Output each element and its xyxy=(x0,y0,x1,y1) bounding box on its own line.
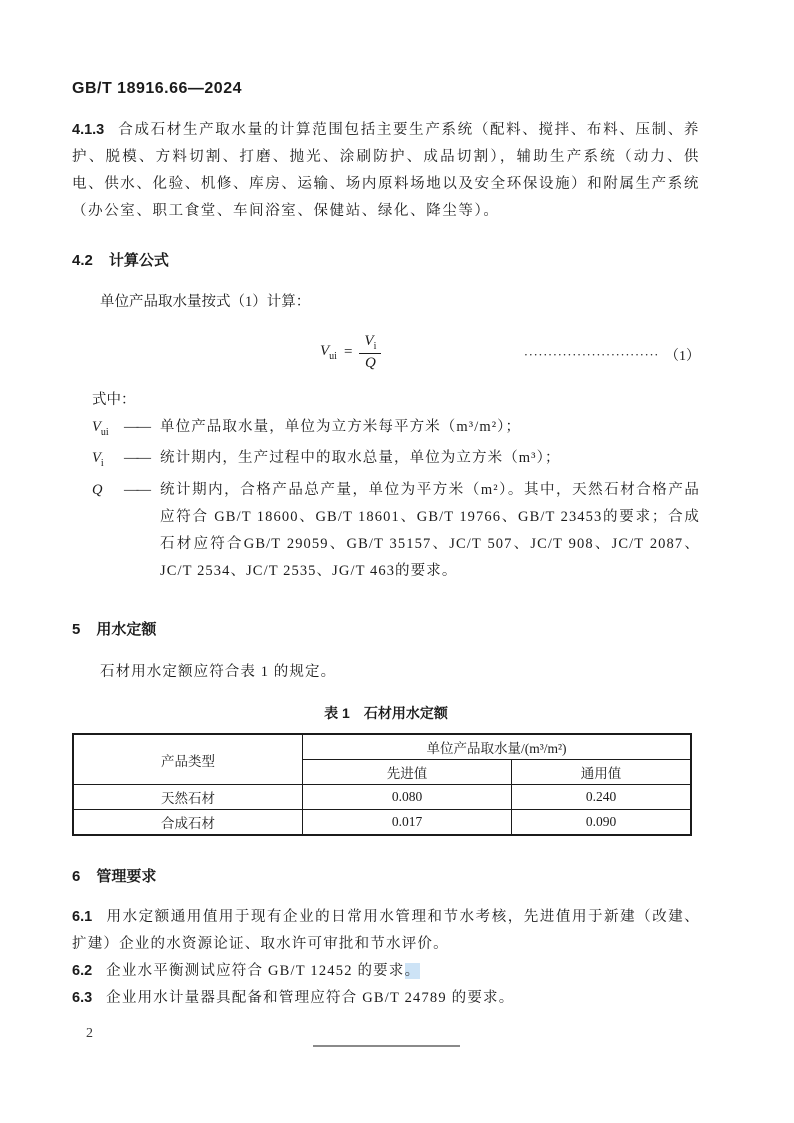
term-definition: 统计期内，生产过程中的取水总量，单位为立方米（m³）； xyxy=(160,450,561,467)
term-vi xyxy=(92,445,700,477)
term-dash: —— xyxy=(124,482,149,499)
clause-text: 企业水平衡测试应符合 GB/T 12452 的要求 xyxy=(106,963,405,980)
fraction-numerator: $V_i$ xyxy=(359,333,381,354)
term-symbol: $V_i$ xyxy=(92,450,104,470)
equation-1-row xyxy=(72,331,700,383)
cell-advanced-value: 0.017 xyxy=(303,810,512,836)
col-header-general: 通用值 xyxy=(512,760,692,785)
heading-number: 6 xyxy=(72,868,81,886)
term-dash: —— xyxy=(124,418,149,435)
table-row xyxy=(73,810,691,836)
paragraph-4-1-3 xyxy=(72,117,700,225)
col-header-advanced: 先进值 xyxy=(303,760,512,785)
clause-text: 企业用水计量器具配备和管理应符合 GB/T 24789 的要求。 xyxy=(106,990,515,1007)
standard-number-header: GB/T 18916.66—2024 xyxy=(72,80,242,97)
cell-general-value: 0.240 xyxy=(512,785,692,810)
heading-title: 用水定额 xyxy=(96,621,157,639)
end-of-text-divider xyxy=(313,1045,460,1047)
col-header-product-type: 产品类型 xyxy=(73,734,303,785)
col-header-unit-intake: 单位产品取水量/(m³/m²) xyxy=(303,734,692,760)
cell-product-type: 合成石材 xyxy=(73,810,303,836)
table-row xyxy=(73,785,691,810)
dot-leader: ···························· xyxy=(523,346,659,362)
heading-title: 计算公式 xyxy=(108,252,169,269)
clause-text: 用水定额通用值用于现有企业的日常用水管理和节水考核，先进值用于新建（改建、扩建）企业的水资源论证、取水许可审批和节水评价。 xyxy=(72,909,700,953)
clause-6-1 xyxy=(72,904,700,958)
term-q xyxy=(92,477,700,585)
heading-number: 4.2 xyxy=(72,252,93,269)
equation-lhs: $V_{ui}$ xyxy=(320,342,337,362)
formula-intro: 单位产品取水量按式（1）计算： xyxy=(100,294,311,310)
term-dash: —— xyxy=(124,450,149,467)
term-definition: 统计期内，合格产品总产量，单位为平方米（m²）。其中，天然石材合格产品应符合 GB/T 18600、GB/T 18601、GB/T 19766、GB/T 23453的要求；合成石材应符合GB/T 29059、GB/T 35157、JC/T 507、JC/T 908、JC/T 2087、JC/T 2534、JC/T 2535、JG/T 463的要求。 xyxy=(160,482,700,580)
term-definition: 单位产品取水量，单位为立方米每平方米（m³/m²）； xyxy=(160,418,522,435)
equation-leader xyxy=(524,345,700,365)
text-selection-highlight: 。 xyxy=(404,963,421,980)
clause-number: 4.1.3 xyxy=(72,122,105,138)
clause-text: 合成石材生产取水量的计算范围包括主要生产系统（配料、搅拌、布料、压制、养护、脱模、方料切割、打磨、抛光、涂刷防护、成品切割），辅助生产系统（动力、供电、供水、化验、机修、库房、运输、场内原料场地以及安全环保设施）和附属生产系统（办公室、职工食堂、车间浴室、保健站、绿化、降尘等）。 xyxy=(72,122,700,219)
clause-number: 6.3 xyxy=(72,990,93,1007)
page-number: 2 xyxy=(86,1026,93,1041)
cell-advanced-value: 0.080 xyxy=(303,785,512,810)
heading-number: 5 xyxy=(72,621,81,639)
table-1 xyxy=(72,733,692,836)
term-vui xyxy=(92,414,700,446)
where-label: 式中： xyxy=(92,391,136,408)
table-1-caption: 表 1 石材用水定额 xyxy=(324,705,448,722)
term-symbol: Q xyxy=(92,482,103,499)
section-6-items xyxy=(72,904,700,1012)
clause-number: 6.2 xyxy=(72,963,93,980)
symbol-definitions xyxy=(92,414,700,586)
heading-title: 管理要求 xyxy=(96,868,157,886)
clause-number: 6.1 xyxy=(72,909,93,926)
clause-6-2 xyxy=(72,958,700,985)
heading-4-2 xyxy=(72,249,700,270)
fraction-denominator: Q xyxy=(364,354,376,371)
fraction xyxy=(359,333,381,372)
cell-product-type: 天然石材 xyxy=(73,785,303,810)
heading-5 xyxy=(72,618,700,639)
equation-number: （1） xyxy=(665,348,700,364)
table-header-row-1 xyxy=(73,734,691,760)
paragraph-5: 石材用水定额应符合表 1 的规定。 xyxy=(100,664,337,681)
heading-6 xyxy=(72,865,700,886)
equation-1 xyxy=(320,333,381,372)
cell-general-value: 0.090 xyxy=(512,810,692,836)
clause-6-3 xyxy=(72,985,700,1012)
equals-sign: = xyxy=(343,343,353,360)
term-symbol: $V_{ui}$ xyxy=(92,418,109,438)
